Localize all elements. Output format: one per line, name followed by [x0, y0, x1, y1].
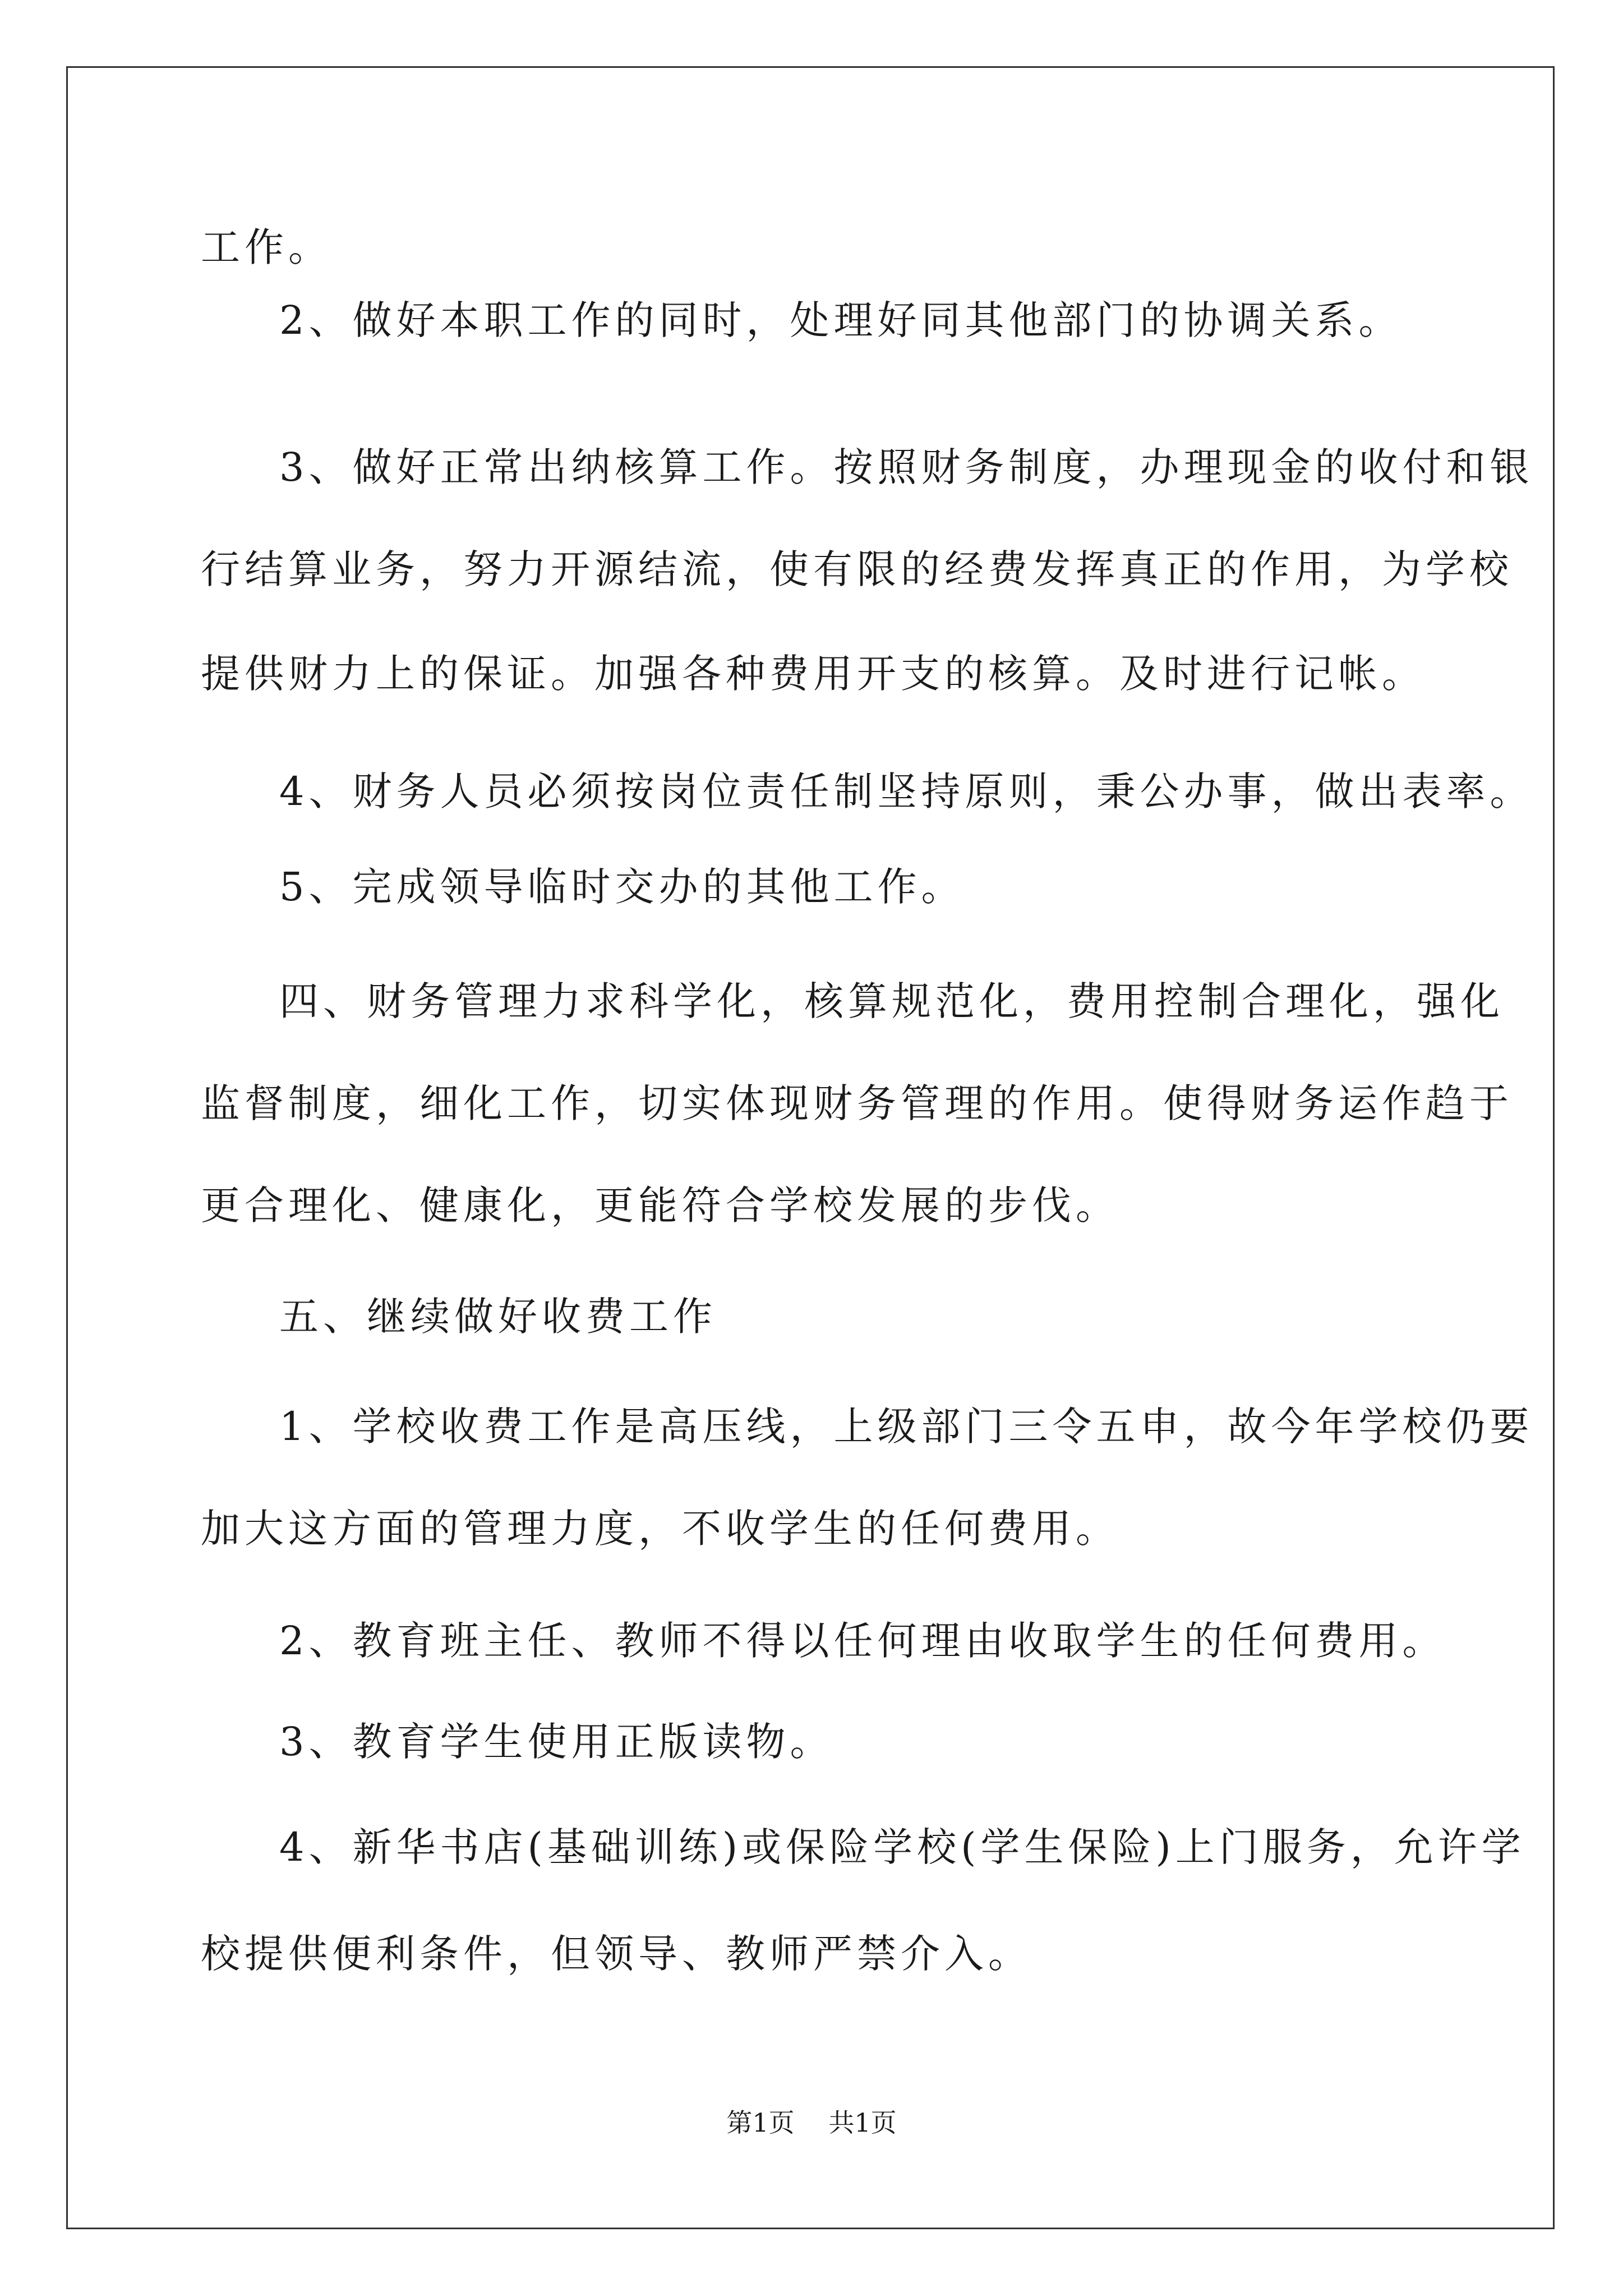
text-line: 校提供便利条件，但领导、教师严禁介入。 [201, 1931, 1032, 1977]
text-line: 加大这方面的管理力度，不收学生的任何费用。 [201, 1506, 1119, 1552]
text-line: 5、完成领导临时交办的其他工作。 [279, 864, 965, 910]
page-border [66, 66, 1555, 2229]
text-line: 监督制度，细化工作，切实体现财务管理的作用。使得财务运作趋于 [201, 1080, 1513, 1126]
text-line: 提供财力上的保证。加强各种费用开支的核算。及时进行记帐。 [201, 651, 1426, 697]
text-line: 工作。 [201, 224, 332, 270]
text-line: 3、教育学生使用正版读物。 [279, 1719, 834, 1765]
text-line: 更合理化、健康化，更能符合学校发展的步伐。 [201, 1182, 1119, 1228]
text-line: 4、新华书店(基础训练)或保险学校(学生保险)上门服务，允许学 [279, 1824, 1525, 1870]
text-line: 3、做好正常出纳核算工作。按照财务制度，办理现金的收付和银 [279, 444, 1534, 490]
page-footer [0, 2102, 1623, 2139]
text-line: 2、教育班主任、教师不得以任何理由收取学生的任何费用。 [279, 1618, 1446, 1664]
text-line: 4、财务人员必须按岗位责任制坚持原则，秉公办事，做出表率。 [279, 769, 1534, 815]
text-line: 四、财务管理力求科学化，核算规范化，费用控制合理化，强化 [279, 978, 1504, 1024]
page-number: 第1页 [726, 2108, 795, 2138]
page-total: 共1页 [828, 2108, 897, 2138]
text-line: 2、做好本职工作的同时，处理好同其他部门的协调关系。 [279, 297, 1403, 343]
text-line: 五、继续做好收费工作 [279, 1294, 717, 1340]
text-line: 行结算业务，努力开源结流，使有限的经费发挥真正的作用，为学校 [201, 546, 1513, 592]
text-line: 1、学校收费工作是高压线，上级部门三令五申，故今年学校仍要 [279, 1404, 1534, 1450]
